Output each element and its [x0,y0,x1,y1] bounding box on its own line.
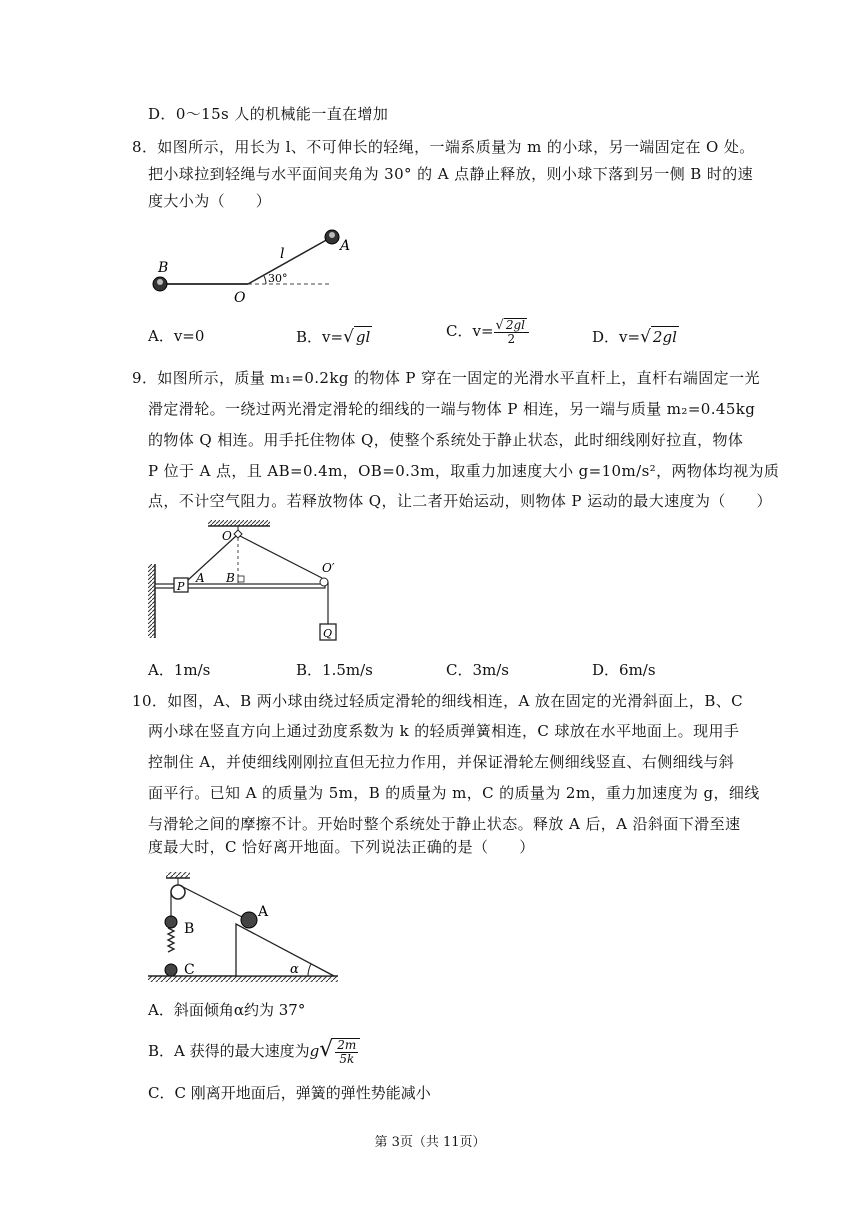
q8-option-b-prefix: B．v= [296,328,344,346]
q9-line-4: P 位于 A 点，且 AB=0.4m，OB=0.3m，取重力加速度大小 g=10m/s²，两物体均视为质 [148,462,780,480]
q9-option-a: A．1m/s [148,661,211,679]
q10-option-b-g: g [309,1042,320,1060]
q8-option-c-denominator: 2 [507,332,516,346]
q8-option-d-radicand: 2gl [652,328,677,346]
q8-option-c-fraction: $\frac{√ 2gl}{2}$ [494,318,529,346]
q8-line-2: 把小球拉到轻绳与水平面间夹角为 30° 的 A 点静止释放，则小球下落到另一侧 B 时的速 [148,165,754,183]
q8-figure [140,222,360,304]
q10-line-6: 度最大时，C 恰好离开地面。下列说法正确的是（ ） [148,838,535,856]
q8-option-a: A．v=0 [148,327,205,345]
q8-option-b-radicand: gl [355,328,371,346]
q10-label-b: B [184,921,195,937]
q10-label-alpha: α [290,962,299,977]
q10-figure [148,870,348,986]
q9-option-b: B．1.5m/s [296,661,373,679]
q8-option-c-prefix: C．v= [446,322,494,340]
q9-line-2: 滑定滑轮。一绕过两光滑定滑轮的细线的一端与物体 P 相连，另一端与质量 m₂=0.45kg [148,400,756,418]
q10-label-a: A [258,904,269,920]
q9-line-5: 点，不计空气阻力。若释放物体 Q，让二者开始运动，则物体 P 运动的最大速度为（ ） [148,492,772,510]
q8-label-angle: 30° [268,272,288,285]
q8-label-a: A [340,238,351,254]
q10-option-b-denominator: 5k [339,1052,355,1066]
q8-label-b: B [158,260,169,276]
q10-option-b-prefix: B．A 获得的最大速度为 [148,1042,310,1060]
q9-label-o: O [222,529,232,543]
q9-label-a: A [196,571,205,585]
q8-line-3: 度大小为（ ） [148,192,272,210]
q10-option-a: A．斜面倾角α约为 37° [148,1001,306,1019]
q9-label-q: Q [323,627,333,640]
q9-label-o-prime: O′ [322,561,335,575]
q8-line-1: 8．如图所示，用长为 l、不可伸长的轻绳，一端系质量为 m 的小球，另一端固定在 O 处。 [132,138,755,156]
q10-line-3: 控制住 A，并使细线刚刚拉直但无拉力作用，并保证滑轮左侧细线竖直、右侧细线与斜 [148,753,735,771]
q10-option-c: C．C 刚离开地面后，弹簧的弹性势能减小 [148,1084,431,1102]
q10-line-1: 10．如图，A、B 两小球由绕过轻质定滑轮的细线相连，A 放在固定的光滑斜面上，B、C [132,692,744,710]
q9-label-p: P [177,580,185,593]
q10-option-b-fraction [333,1038,360,1066]
q9-option-c: C．3m/s [446,661,509,679]
q8-label-l: l [280,246,285,262]
q9-option-d: D．6m/s [592,661,656,679]
q7-option-d: D．0～15s 人的机械能一直在增加 [148,105,389,123]
q10-label-c: C [184,962,195,978]
q8-label-o: O [234,290,246,306]
q8-option-d [592,326,679,347]
q8-option-c [446,318,529,346]
page-footer: 第 3页（共 11页） [374,1135,486,1150]
q10-option-b [148,1038,360,1066]
q10-option-b-numerator: 2m [337,1038,357,1052]
q9-line-3: 的物体 Q 相连。用手托住物体 Q，使整个系统处于静止状态，此时细线刚好拉直，物体 [148,431,744,449]
q9-label-b: B [226,571,235,585]
q10-line-4: 面平行。已知 A 的质量为 5m，B 的质量为 m，C 的质量为 2m，重力加速度为 g，细线 [148,784,760,802]
q8-option-b [296,326,372,347]
q9-line-1: 9．如图所示，质量 m₁=0.2kg 的物体 P 穿在一固定的光滑水平直杆上，直杆右端固定一光 [132,369,760,387]
q10-line-2: 两小球在竖直方向上通过劲度系数为 k 的轻质弹簧相连，C 球放在水平地面上。现用手 [148,722,740,740]
q8-option-d-prefix: D．v= [592,328,641,346]
radical-sign: √ [640,327,651,347]
radical-sign: √ [343,327,354,347]
q8-option-c-numerator: 2gl [505,318,525,332]
q10-line-5: 与滑轮之间的摩擦不计。开始时整个系统处于静止状态。释放 A 后，A 沿斜面下滑至速 [148,815,741,833]
q9-figure [148,520,348,646]
radical-sign: √ [319,1037,334,1062]
